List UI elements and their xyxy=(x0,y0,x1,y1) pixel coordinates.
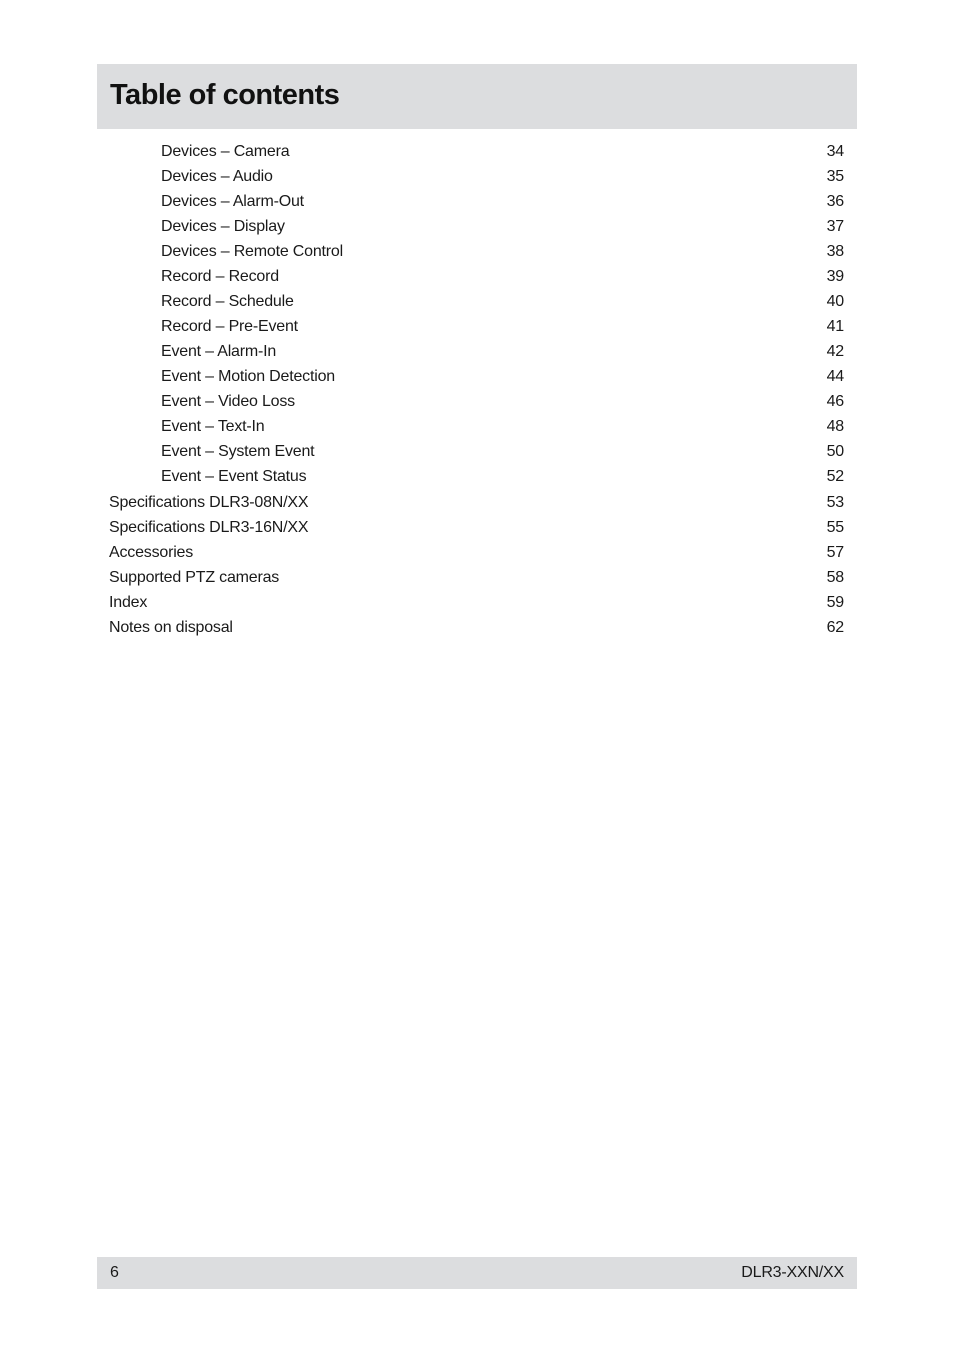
toc-entry-page: 37 xyxy=(826,217,844,235)
footer-page-number: 6 xyxy=(110,1264,119,1281)
toc-entry[interactable] xyxy=(109,615,844,640)
toc-entry-label: Event – System Event xyxy=(161,442,315,460)
toc-entry-label: Supported PTZ cameras xyxy=(109,568,280,586)
toc-entry-label: Devices – Camera xyxy=(161,142,290,160)
toc-entry[interactable] xyxy=(109,364,844,389)
toc-entry-label: Devices – Display xyxy=(161,217,285,235)
toc-entry-page: 36 xyxy=(826,192,844,210)
toc-entry[interactable] xyxy=(109,139,844,164)
toc-entry-page: 59 xyxy=(826,593,844,611)
toc-entry-page: 39 xyxy=(826,267,844,285)
toc-entry-label: Record – Pre-Event xyxy=(161,317,298,335)
table-of-contents xyxy=(109,139,844,640)
toc-entry-page: 44 xyxy=(826,367,844,385)
toc-entry[interactable] xyxy=(109,214,844,239)
toc-entry-page: 50 xyxy=(826,442,844,460)
toc-entry-label: Index xyxy=(109,593,148,611)
toc-entry-page: 35 xyxy=(826,167,844,185)
toc-entry-page: 48 xyxy=(826,417,844,435)
toc-entry[interactable] xyxy=(109,540,844,565)
toc-entry-label: Specifications DLR3-16N/XX xyxy=(109,518,309,536)
toc-entry-label: Event – Event Status xyxy=(161,467,307,485)
toc-entry[interactable] xyxy=(109,164,844,189)
footer-model-name: DLR3-XXN/XX xyxy=(741,1264,844,1281)
toc-entry-label: Record – Record xyxy=(161,267,279,285)
toc-entry[interactable] xyxy=(109,464,844,489)
toc-entry[interactable] xyxy=(109,239,844,264)
toc-entry-page: 41 xyxy=(826,317,844,335)
toc-entry-page: 57 xyxy=(826,543,844,561)
toc-entry-page: 46 xyxy=(826,392,844,410)
toc-entry-page: 58 xyxy=(826,568,844,586)
toc-entry-page: 53 xyxy=(826,493,844,511)
toc-entry[interactable] xyxy=(109,565,844,590)
toc-entry-label: Devices – Audio xyxy=(161,167,273,185)
toc-entry-label: Record – Schedule xyxy=(161,292,294,310)
toc-entry[interactable] xyxy=(109,515,844,540)
toc-entry[interactable] xyxy=(109,389,844,414)
page-title: Table of contents xyxy=(110,79,340,111)
toc-entry-page: 42 xyxy=(826,342,844,360)
toc-entry-label: Event – Alarm-In xyxy=(161,342,277,360)
toc-entry[interactable] xyxy=(109,414,844,439)
toc-entry[interactable] xyxy=(109,339,844,364)
toc-entry-label: Devices – Alarm-Out xyxy=(161,192,304,210)
toc-entry-label: Event – Video Loss xyxy=(161,392,295,410)
page-header xyxy=(97,64,857,129)
toc-entry-page: 55 xyxy=(826,518,844,536)
toc-entry[interactable] xyxy=(109,439,844,464)
toc-entry-page: 38 xyxy=(826,242,844,260)
toc-entry-label: Notes on disposal xyxy=(109,618,233,636)
toc-entry-label: Accessories xyxy=(109,543,194,561)
toc-entry-page: 52 xyxy=(826,467,844,485)
toc-entry[interactable] xyxy=(109,264,844,289)
page-footer xyxy=(97,1257,857,1289)
toc-entry[interactable] xyxy=(109,289,844,314)
toc-entry-label: Event – Text-In xyxy=(161,417,265,435)
toc-entry-page: 40 xyxy=(826,292,844,310)
toc-entry-label: Specifications DLR3-08N/XX xyxy=(109,493,309,511)
toc-entry-page: 62 xyxy=(826,618,844,636)
toc-entry[interactable] xyxy=(109,314,844,339)
toc-entry-label: Devices – Remote Control xyxy=(161,242,343,260)
toc-entry-page: 34 xyxy=(826,142,844,160)
toc-entry-label: Event – Motion Detection xyxy=(161,367,335,385)
toc-entry[interactable] xyxy=(109,590,844,615)
toc-entry[interactable] xyxy=(109,490,844,515)
toc-entry[interactable] xyxy=(109,189,844,214)
